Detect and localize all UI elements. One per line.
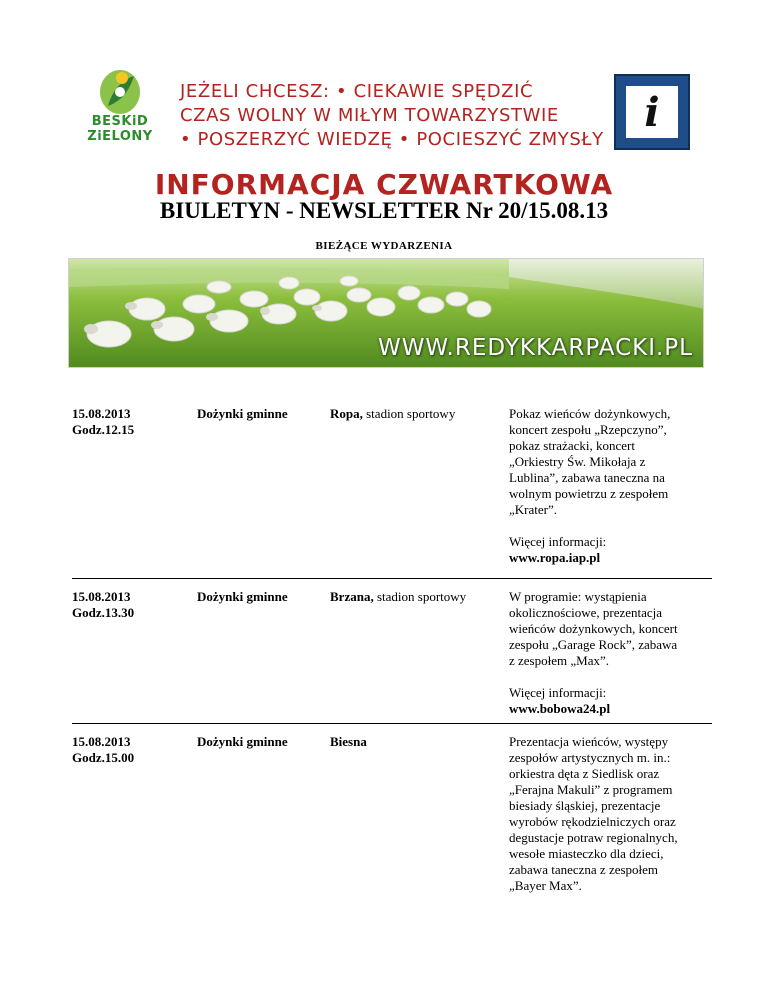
desc-line: zabawa taneczna z zespołem <box>509 862 659 877</box>
newsletter-title: BIULETYN - NEWSLETTER Nr 20/15.08.13 <box>159 198 609 223</box>
leaf-logo-icon <box>84 64 156 116</box>
tagline-line: CZAS WOLNY W MIŁYM TOWARZYSTWIE <box>180 105 559 126</box>
event-date: 15.08.2013 <box>72 406 131 421</box>
information-icon <box>614 74 690 150</box>
desc-line: koncert zespołu „Rzepczyno”, <box>509 422 667 437</box>
event-datetime <box>72 406 182 438</box>
desc-line: „Krater”. <box>509 502 557 517</box>
event-time: Godz.15.00 <box>72 750 135 765</box>
event-place-name: Biesna <box>330 734 367 749</box>
more-info-link[interactable]: www.ropa.iap.pl <box>509 550 601 565</box>
event-description <box>509 406 714 566</box>
main-title: INFORMACJA CZWARTKOWA <box>154 168 614 201</box>
event-place <box>330 589 505 605</box>
desc-line: pokaz strażacki, koncert <box>509 438 635 453</box>
event-date: 15.08.2013 <box>72 734 131 749</box>
desc-line: „Ferajna Makuli” z programem <box>509 782 673 797</box>
desc-line: Pokaz wieńców dożynkowych, <box>509 406 671 421</box>
event-place-name: Brzana, <box>330 589 374 604</box>
desc-line: Lublina”, zabawa taneczna na <box>509 470 665 485</box>
desc-line: „Orkiestry Św. Mikołaja z <box>509 454 646 469</box>
event-title: Dożynki gminne <box>197 406 288 421</box>
event-description <box>509 734 714 894</box>
desc-line: wieńców dożynkowych, koncert <box>509 621 678 636</box>
logo-line2: ZiELONY <box>87 129 153 144</box>
beskid-zielony-logo <box>84 64 156 148</box>
banner-url-link[interactable]: WWW.REDYKKARPACKI.PL <box>377 335 693 361</box>
event-title: Dożynki gminne <box>197 734 288 749</box>
desc-line: z zespołem „Max”. <box>509 653 609 668</box>
event-place-detail: stadion sportowy <box>373 589 467 604</box>
desc-line: okolicznościowe, prezentacja <box>509 605 663 620</box>
desc-line: wyrobów rękodzielniczych oraz <box>509 814 676 829</box>
event-row <box>72 579 712 724</box>
event-date: 15.08.2013 <box>72 589 131 604</box>
event-place <box>330 406 505 422</box>
desc-line: „Bayer Max”. <box>509 878 582 893</box>
event-place-detail: stadion sportowy <box>362 406 456 421</box>
event-datetime <box>72 589 182 621</box>
event-datetime <box>72 734 182 766</box>
events-table <box>72 396 712 904</box>
info-glyph: i <box>626 86 678 138</box>
logo-line1: BESKiD <box>91 114 149 129</box>
desc-line: wolnym powietrzu z zespołem <box>509 486 669 501</box>
desc-line: biesiady śląskiej, prezentacje <box>509 798 661 813</box>
desc-line: degustacje potraw regionalnych, <box>509 830 678 845</box>
section-heading: BIEŻĄCE WYDARZENIA <box>315 240 453 252</box>
desc-line: orkiestra dęta z Siedlisk oraz <box>509 766 660 781</box>
desc-line: wesołe miasteczko dla dzieci, <box>509 846 664 861</box>
redyk-banner[interactable] <box>68 258 704 368</box>
desc-line: zespołów artystycznych m. in.: <box>509 750 671 765</box>
event-row <box>72 396 712 579</box>
more-info-label: Więcej informacji: <box>509 685 607 700</box>
more-info-label: Więcej informacji: <box>509 534 607 549</box>
desc-line: W programie: wystąpienia <box>509 589 647 604</box>
event-time: Godz.12.15 <box>72 422 135 437</box>
event-description <box>509 589 714 717</box>
event-time: Godz.13.30 <box>72 605 135 620</box>
event-title: Dożynki gminne <box>197 589 288 604</box>
more-info-link[interactable]: www.bobowa24.pl <box>509 701 611 716</box>
tagline-line: JEŻELI CHCESZ: • CIEKAWIE SPĘDZIĆ <box>180 81 534 102</box>
event-row <box>72 724 712 904</box>
desc-line: zespołu „Garage Rock”, zabawa <box>509 637 678 652</box>
desc-line: Prezentacja wieńców, występy <box>509 734 669 749</box>
tagline-line: • POSZERZYĆ WIEDZĘ • POCIESZYĆ ZMYSŁY <box>180 129 604 150</box>
event-place <box>330 734 505 750</box>
event-place-name: Ropa, <box>330 406 363 421</box>
tagline <box>180 80 610 152</box>
